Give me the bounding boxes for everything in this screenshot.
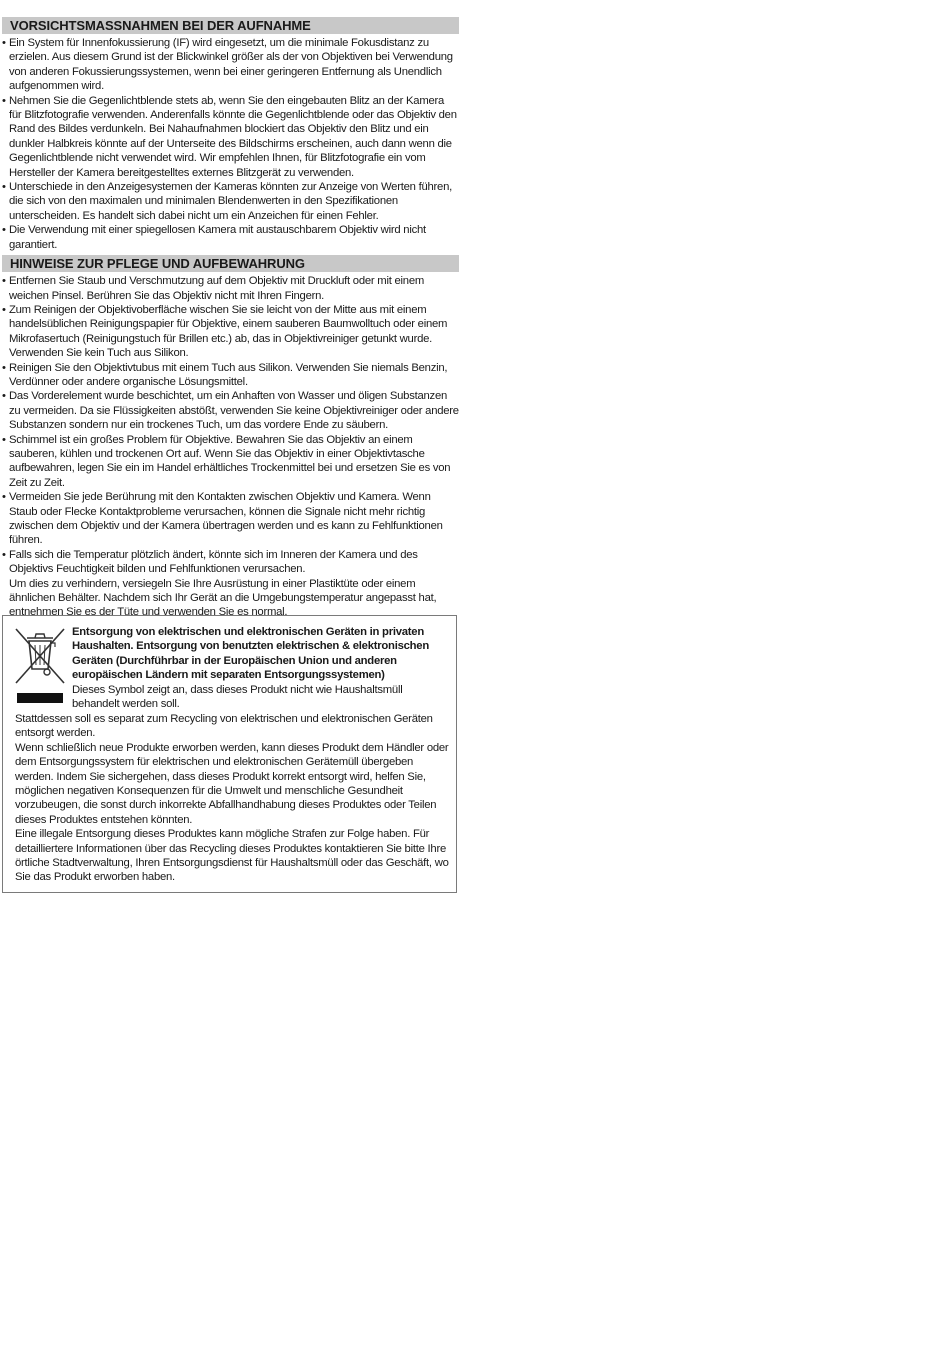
care-list — [2, 274, 459, 620]
list-item: • Nehmen Sie die Gegenlichtblende stets ab, wenn Sie den eingebauten Blitz an der Kamera für Blitzfotografie verwenden. Anderenfalls könnte die Gegenlichtblende oder das Objektiv den Rand des Bildes verdunkeln. Bei Nahaufnahmen blockiert das Objektiv den Blitz und ein dunkler Halbkreis könnte auf der Unterseite des Bildschirms erscheinen, auch dann wenn die Gegenlichtblende nicht verwendet wird. Wir empfehlen Ihnen, für Blitzfotografie ein vom Hersteller der Kamera bereitgestelltes externes Blitzgerät zu verwenden. — [2, 94, 459, 180]
disposal-title: Entsorgung von elektrischen und elektronischen Geräten in privaten Haushalten. Entsorgung von benutzten elektrischen & elektronischen Geräten (Durchführbar in der Europäischen Union und anderen europäischen Ländern mit separaten Entsorgungssystemen) — [72, 626, 429, 682]
disposal-header — [72, 625, 452, 711]
disposal-paragraph: Stattdessen soll es separat zum Recycling von elektrischen und elektronischen Geräten entsorgt werden. — [15, 713, 433, 740]
disposal-body — [15, 712, 451, 885]
crossed-out-wheelie-bin-icon — [13, 625, 67, 703]
disposal-notice-box — [2, 615, 457, 893]
list-item: • Die Verwendung mit einer spiegellosen Kamera mit austauschbarem Objektiv wird nicht garantiert. — [2, 223, 459, 252]
list-item: • Unterschiede in den Anzeigesystemen der Kameras könnten zur Anzeige von Werten führen, die sich von den maximalen und minimalen Blendenwerten in den Spezifikationen unterscheiden. Es handelt sich dabei nicht um ein Anzeichen für einen Fehler. — [2, 180, 459, 223]
list-item: • Zum Reinigen der Objektivoberfläche wischen Sie sie leicht von der Mitte aus mit einem handelsüblichen Reinigungspapier für Objektive, einem sauberen Baumwolltuch oder einem Mikrofasertuch (Reinigungstuch für Brillen etc.) ab, das in Objektivreiniger getunkt wurde. Verwenden Sie kein Tuch aus Silikon. — [2, 303, 459, 361]
list-item — [2, 548, 459, 620]
list-item: • Ein System für Innenfokussierung (IF) wird eingesetzt, um die minimale Fokusdistanz zu erzielen. Aus diesem Grund ist der Blickwinkel größer als der von Objektiven bei Verwendung von anderen Fokussierungssystemen, wenn bei einer geringeren Entfernung als Unendlich aufgenommen wird. — [2, 36, 459, 94]
precautions-list — [2, 36, 459, 252]
list-item: • Schimmel ist ein großes Problem für Objektive. Bewahren Sie das Objektiv an einem sauberen, kühlen und trockenen Ort auf. Wenn Sie das Objektiv in einer Objektivtasche aufbewahren, legen Sie ein im Handel erhältliches Trockenmittel bei und ersetzen Sie es von Zeit zu Zeit. — [2, 433, 459, 491]
list-item-text: Falls sich die Temperatur plötzlich ändert, könnte sich im Inneren der Kamera und des Objektivs Feuchtigkeit bilden und Fehlfunktionen verursachen. — [9, 548, 418, 576]
disposal-intro: Dieses Symbol zeigt an, dass dieses Produkt nicht wie Haushaltsmüll behandelt werden soll. — [72, 683, 403, 711]
list-item: • Reinigen Sie den Objektivtubus mit einem Tuch aus Silikon. Verwenden Sie niemals Benzin, Verdünner oder andere organische Lösungsmittel. — [2, 361, 459, 390]
manual-column — [2, 17, 459, 620]
disposal-paragraph: Eine illegale Entsorgung dieses Produktes kann mögliche Strafen zur Folge haben. Für detailliertere Informationen über das Recycling dieses Produktes kontaktieren Sie bitte Ihre örtliche Stadtverwaltung, Ihren Entsorgungsdienst für Haushaltsmüll oder das Geschäft, wo Sie das Produkt erworben haben. — [15, 828, 449, 884]
section-header-care: HINWEISE ZUR PFLEGE UND AUFBEWAHRUNG — [2, 255, 459, 272]
list-item: • Das Vorderelement wurde beschichtet, um ein Anhaften von Wasser und öligen Substanzen zu vermeiden. Da sie Flüssigkeiten abstößt, verwenden Sie keine Objektivreiniger oder andere Substanzen sondern nur ein trockenes Tuch, um das vordere Ende zu säubern. — [2, 389, 459, 432]
section-header-precautions: VORSICHTSMASSNAHMEN BEI DER AUFNAHME — [2, 17, 459, 34]
disposal-paragraph: Wenn schließlich neue Produkte erworben werden, kann dieses Produkt dem Händler oder dem Entsorgungssystem für elektrischen und elektronischen Gerätemüll übergeben werden. Indem Sie sichergehen, dass dieses Produkt korrekt entsorgt wird, helfen Sie, möglichen negativen Konsequenzen für die Umwelt und menschliche Gesundheit vorzubeugen, die sonst durch inkorrekte Abfallhandhabung dieses Produktes oder Teilen dieses Produktes entstehen könnten. — [15, 741, 449, 826]
list-item-continuation: Um dies zu verhindern, versiegeln Sie Ihre Ausrüstung in einer Plastiktüte oder einem ähnlichen Behälter. Nachdem sich Ihr Gerät an die Umgebungstemperatur angepasst hat, entnehmen Sie es der Tüte und verwenden Sie es normal. — [9, 577, 437, 619]
list-item: • Vermeiden Sie jede Berührung mit den Kontakten zwischen Objektiv und Kamera. Wenn Staub oder Flecke Kontaktprobleme verursachen, können die Signale nicht mehr richtig zwischen dem Objektiv und der Kamera übertragen werden und es kann zu Fehlfunktionen führen. — [2, 490, 459, 548]
list-item: • Entfernen Sie Staub und Verschmutzung auf dem Objektiv mit Druckluft oder mit einem weichen Pinsel. Berühren Sie das Objektiv nicht mit Ihren Fingern. — [2, 274, 459, 303]
